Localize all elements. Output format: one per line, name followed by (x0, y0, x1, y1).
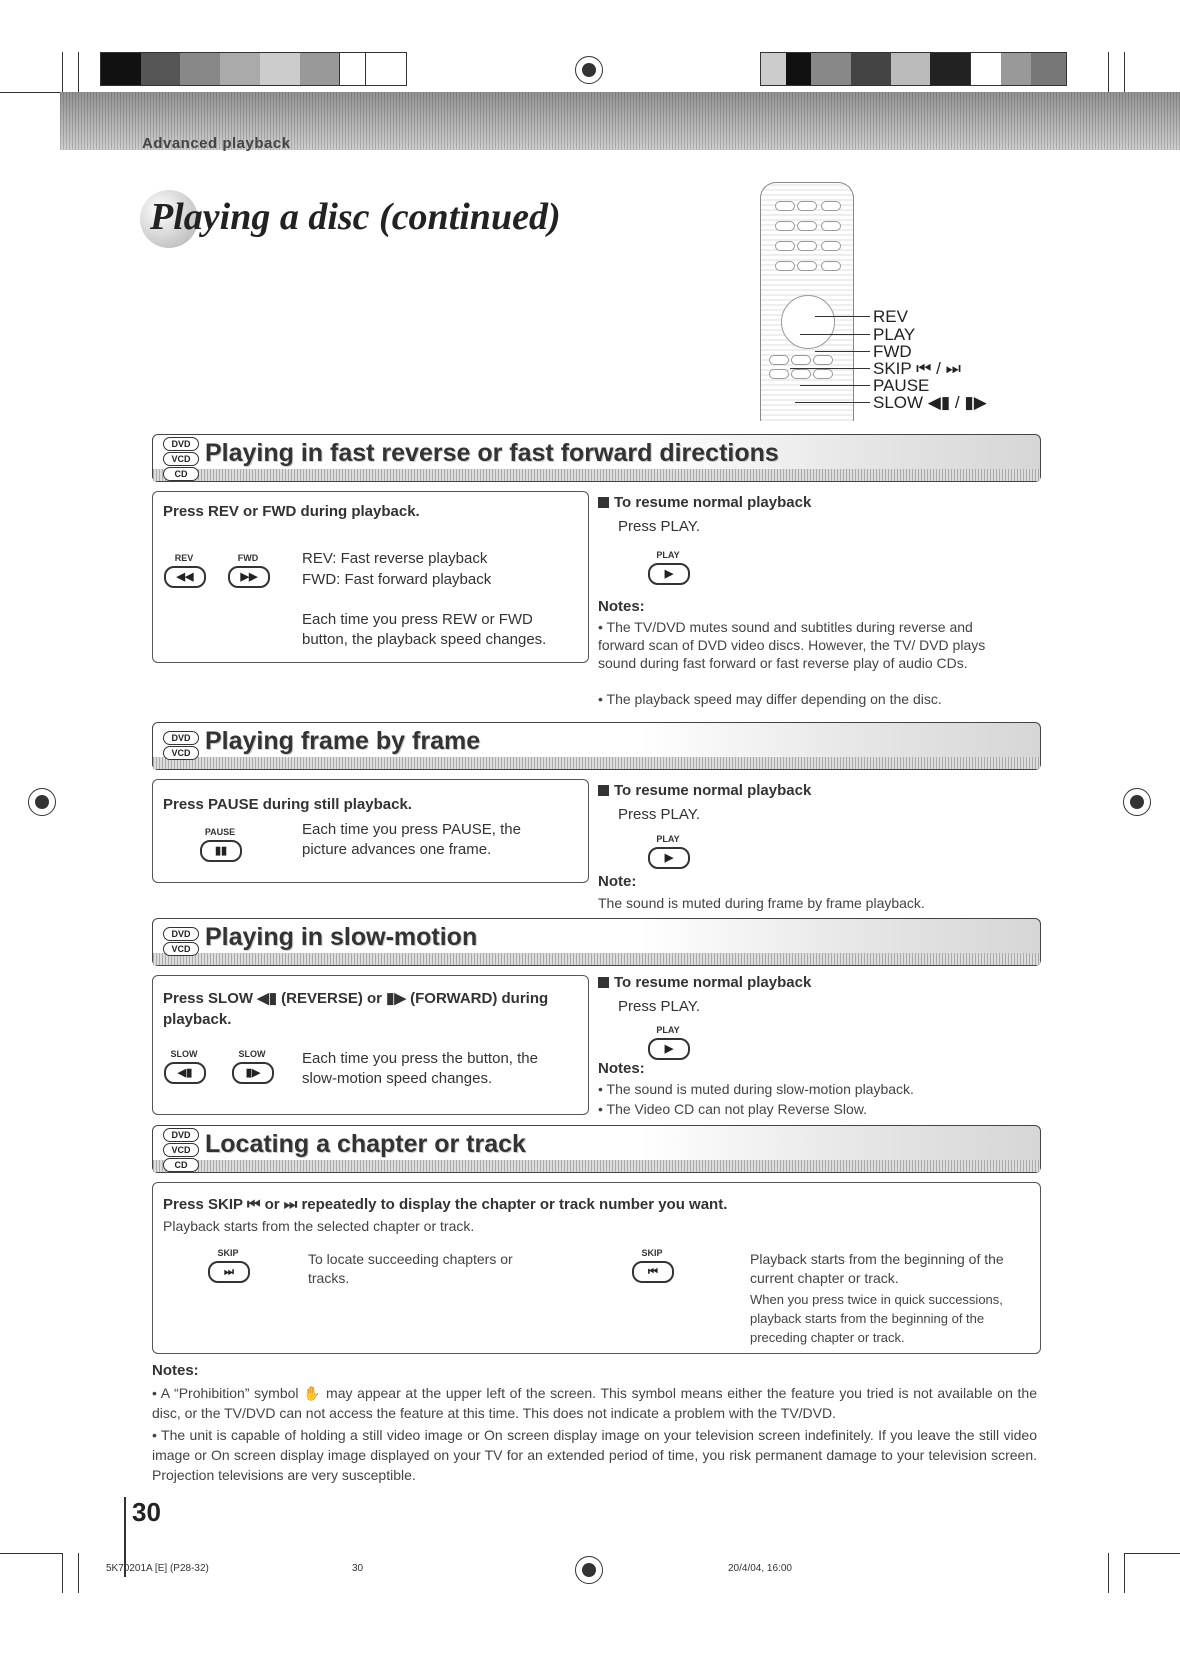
play-button-label: PLAY (656, 834, 680, 844)
slow-reverse-button-label: SLOW (170, 1049, 198, 1059)
pause-button-icon: ▮▮ (200, 840, 242, 862)
slow-description: Each time you press the button, the slow-motion speed changes. (302, 1050, 538, 1087)
crop-mark (78, 1553, 79, 1593)
speed-description: Each time you press REW or FWD button, the playback speed changes. (302, 611, 547, 648)
skip-prev-button-label: SKIP (641, 1248, 663, 1258)
fwd-button-label: FWD (237, 553, 259, 563)
badge-dvd: DVD (163, 437, 199, 451)
rev-description: REV: Fast reverse playback (302, 550, 488, 567)
crop-mark (62, 1553, 63, 1593)
skip-next-button-icon: ⏭ (208, 1261, 250, 1283)
section-label: Advanced playback (142, 135, 291, 152)
section-header-locate (152, 1125, 1041, 1173)
note-title: Note: (598, 873, 637, 890)
section-header-frame-by-frame (152, 722, 1041, 770)
callout-line (815, 316, 870, 317)
instruction-text: Press SKIP ⏮ or ⏭ repeatedly to display the chapter or track number you want. (163, 1196, 728, 1213)
disc-badges (163, 1128, 199, 1173)
bottom-note-item: • A “Prohibition” symbol ✋ may appear at the upper left of the screen. This symbol means either the feature you tried is not available on the disc, or the TV/DVD can not access the feature at this time. This does not indicate a problem with the TV/DVD. (152, 1385, 1037, 1421)
badge-cd: CD (163, 1158, 199, 1172)
registration-target (575, 56, 603, 84)
pause-button-label: PAUSE (204, 827, 236, 837)
fwd-button-icon: ▶▶ (228, 566, 270, 588)
badge-dvd: DVD (163, 1128, 199, 1142)
remote-label-rev: REV (873, 307, 908, 326)
resume-heading (598, 974, 811, 991)
instruction-text: Press SLOW ◀▮ (REVERSE) or ▮▶ (FORWARD) during playback. (163, 990, 549, 1028)
remote-label-play: PLAY (873, 325, 916, 344)
crop-mark (1124, 1553, 1180, 1554)
section-title: Locating a chapter or track (205, 1130, 526, 1158)
skip-prev-description: Playback starts from the beginning of the current chapter or track. (750, 1251, 1004, 1286)
registration-target (28, 788, 56, 816)
crop-mark (1124, 52, 1125, 92)
footer-date: 20/4/04, 16:00 (728, 1563, 792, 1574)
resume-heading (598, 494, 811, 511)
footer-page: 30 (352, 1563, 364, 1574)
slow-forward-button-label: SLOW (238, 1049, 266, 1059)
slow-reverse-button-icon: ◀▮ (164, 1062, 206, 1084)
page-number: 30 (132, 1497, 161, 1527)
pause-description: Each time you press PAUSE, the picture advances one frame. (302, 821, 521, 858)
resume-text: Press PLAY. (618, 998, 700, 1015)
section-title: Playing in fast reverse or fast forward directions (205, 439, 779, 467)
crop-mark (1124, 1553, 1125, 1593)
section-header-fast-scan (152, 434, 1041, 482)
crop-mark (0, 92, 62, 93)
note-item: • The sound is muted during slow-motion playback. (598, 1081, 914, 1097)
play-button-icon: ▶ (648, 563, 690, 585)
instruction-subtext: Playback starts from the selected chapter or track. (163, 1218, 475, 1234)
notes-title: Notes: (598, 1060, 645, 1077)
skip-next-button-label: SKIP (217, 1248, 239, 1258)
play-button-label: PLAY (656, 1025, 680, 1035)
crop-mark (1108, 52, 1109, 92)
note-item: • The playback speed may differ depending on the disc. (598, 691, 942, 707)
remote-label-skip: SKIP ⏮ / ⏭ (873, 359, 961, 378)
resume-heading (598, 782, 811, 799)
crop-mark (1108, 1553, 1109, 1593)
notes-title: Notes: (598, 598, 645, 615)
crop-mark (78, 52, 79, 92)
instruction-text: Press PAUSE during still playback. (163, 796, 412, 813)
badge-vcd: VCD (163, 452, 199, 466)
play-button-icon: ▶ (648, 847, 690, 869)
color-registration-bar-left (100, 52, 407, 86)
crop-mark (62, 52, 63, 92)
section-header-slow-motion (152, 918, 1041, 966)
registration-target (575, 1556, 603, 1584)
play-button-label: PLAY (656, 550, 680, 560)
section-title: Playing frame by frame (205, 727, 481, 755)
skip-prev-button-icon: ⏮ (632, 1261, 674, 1283)
instruction-text: Press REV or FWD during playback. (163, 503, 420, 520)
badge-dvd: DVD (163, 731, 199, 745)
disc-badges (163, 437, 199, 482)
skip-prev-description-2: When you press twice in quick successions, playback starts from the beginning of the preceding chapter or track. (750, 1292, 1003, 1345)
section-title: Playing in slow-motion (205, 923, 478, 951)
footer-code: 5K70201A [E] (P28-32) (106, 1563, 209, 1574)
page-title: Playing a disc (continued) (150, 196, 561, 238)
note-item: • The Video CD can not play Reverse Slow. (598, 1101, 867, 1117)
fwd-description: FWD: Fast forward playback (302, 571, 492, 588)
bottom-note-item: • The unit is capable of holding a still video image or On screen display image on your television screen indefinitely. If you leave the still video image or On screen display image displayed on your TV for an extended period of time, you risk permanent damage to your television screen. Projection televisions are very susceptible. (152, 1427, 1037, 1483)
remote-label-fwd: FWD (873, 342, 912, 361)
remote-label-pause: PAUSE (873, 376, 930, 395)
disc-badges (163, 731, 199, 761)
callout-line (800, 385, 870, 386)
callout-line (815, 351, 870, 352)
rev-button-label: REV (174, 553, 194, 563)
crop-mark (0, 1553, 62, 1554)
badge-dvd: DVD (163, 927, 199, 941)
badge-vcd: VCD (163, 1143, 199, 1157)
disc-badges (163, 927, 199, 957)
resume-heading-text: To resume normal playback (614, 494, 812, 511)
badge-vcd: VCD (163, 746, 199, 760)
callout-line (795, 402, 870, 403)
resume-text: Press PLAY. (618, 518, 700, 535)
registration-target (1123, 788, 1151, 816)
callout-line (800, 334, 870, 335)
rev-button-icon: ◀◀ (164, 566, 206, 588)
color-registration-bar-right (760, 52, 1067, 86)
resume-heading-text: To resume normal playback (614, 782, 812, 799)
play-button-icon: ▶ (648, 1038, 690, 1060)
callout-line (790, 368, 870, 369)
note-item: The sound is muted during frame by frame playback. (598, 895, 925, 911)
remote-label-slow: SLOW ◀▮ / ▮▶ (873, 393, 987, 412)
skip-next-description: To locate succeeding chapters or tracks. (308, 1251, 513, 1286)
badge-vcd: VCD (163, 942, 199, 956)
resume-text: Press PLAY. (618, 806, 700, 823)
slow-forward-button-icon: ▮▶ (232, 1062, 274, 1084)
badge-cd: CD (163, 467, 199, 481)
resume-heading-text: To resume normal playback (614, 974, 812, 991)
note-item: • The TV/DVD mutes sound and subtitles during reverse and forward scan of DVD video discs. However, the TV/ DVD plays sound during fast forward or fast reverse play of audio CDs. (598, 619, 986, 671)
bottom-notes-title: Notes: (152, 1362, 199, 1379)
